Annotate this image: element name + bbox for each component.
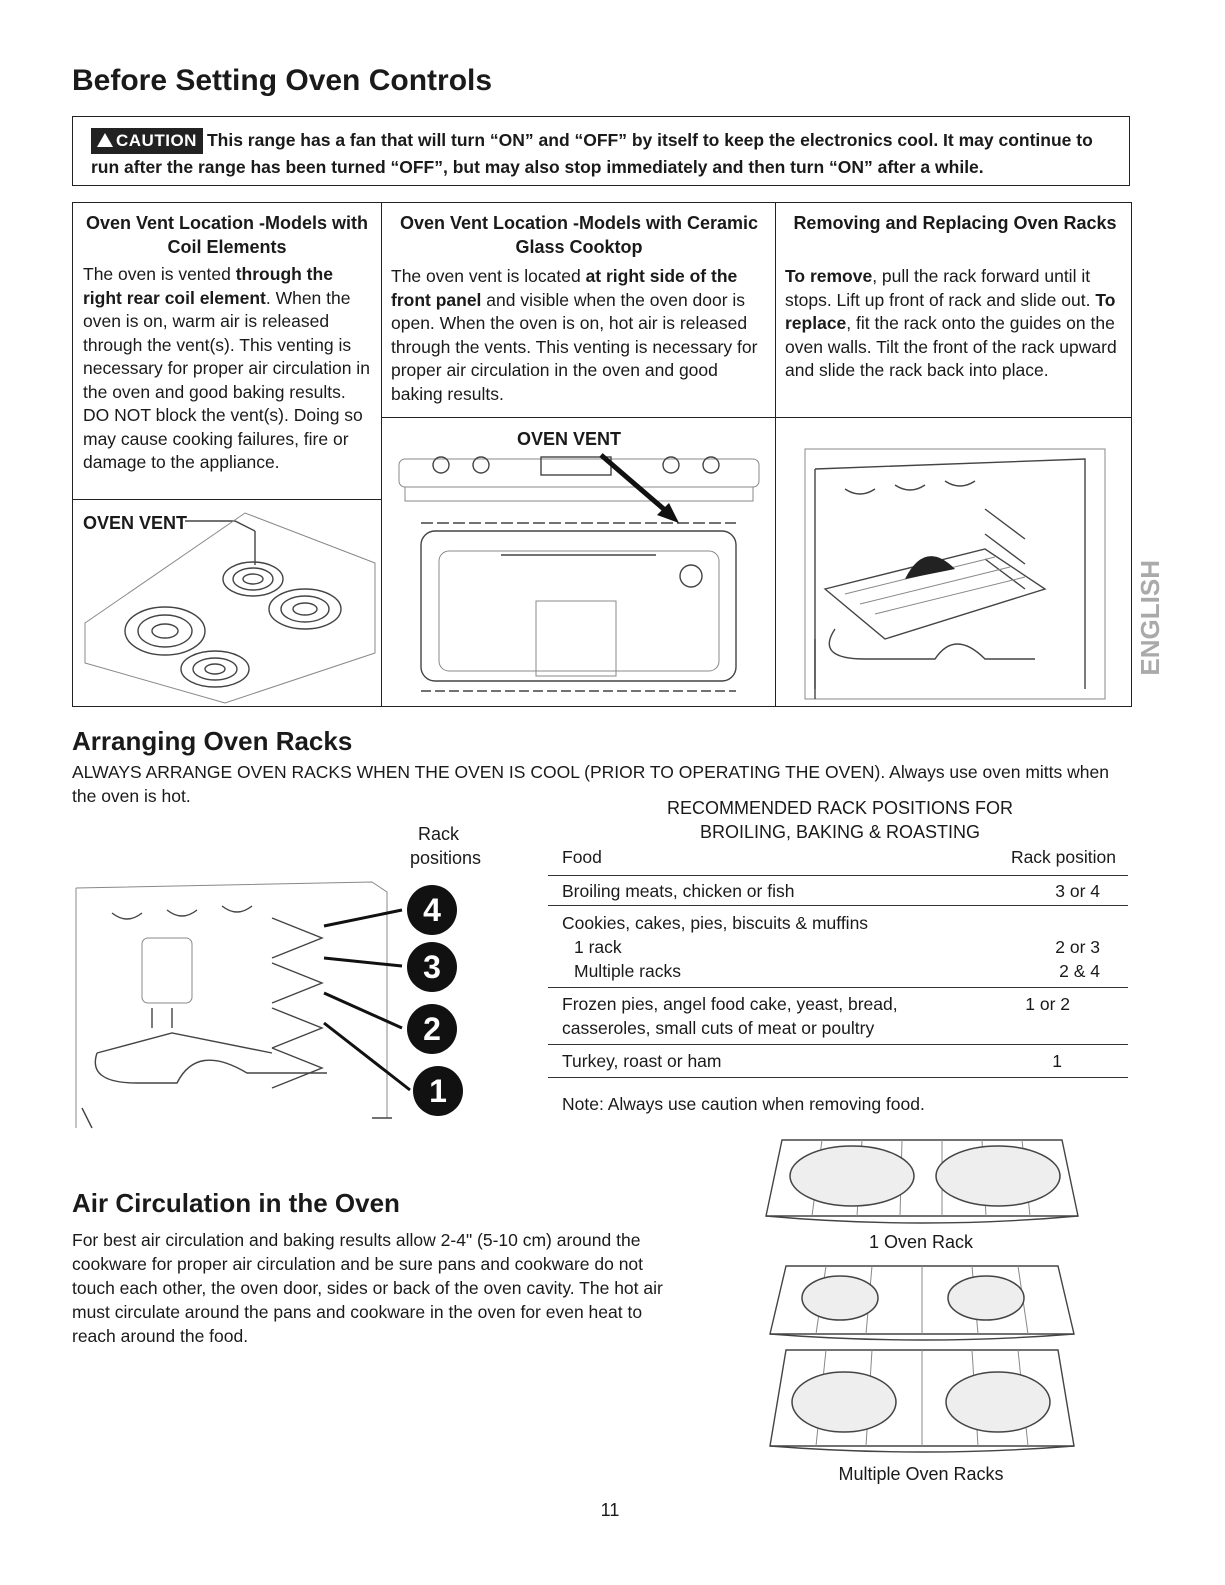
row-food: Frozen pies, angel food cake, yeast, bread, [562,994,898,1014]
caution-text: This range has a fan that will turn “ON” and “OFF” by itself to keep the electronics cool. It may continue to run after the range has been turned “OFF”, but may also stop immediately and then turn “ON” after a while. [91,130,1093,177]
table-rule [548,987,1128,988]
col2-text [391,265,771,406]
replace-bold: To replace [785,289,1116,333]
table-rule [548,1044,1128,1045]
remove-text: , pull the rack forward until it stops. Lift up front of rack and slide out. [785,266,1096,310]
multiple-racks-illustration [762,1262,1080,1462]
rack-positions-label [410,822,481,870]
language-tab [1137,560,1167,676]
caution-box [72,116,1130,186]
rack-table-title-line1: RECOMMENDED RACK POSITIONS FOR [666,798,1014,818]
multiple-racks-caption: Multiple Oven Racks [838,1464,1004,1484]
row-food: casseroles, small cuts of meat or poultry [562,1018,875,1038]
col1-heading: Oven Vent Location -Models with Coil Elements [85,213,369,257]
row-position: 2 & 4 [1059,961,1100,981]
col-position-header: Rack position [1010,847,1116,867]
coil-cooktop-illustration [75,503,379,705]
ceramic-range-illustration [391,451,767,703]
rack-position-2-badge: 2 [407,1004,457,1054]
row-food: Turkey, roast or ham [562,1051,722,1071]
rack-position-1-badge: 1 [413,1066,463,1116]
row-food: Multiple racks [574,961,681,981]
row-position: 3 or 4 [1055,881,1100,901]
col2-text-bold: at right side of the front panel [391,266,738,310]
col1-text-a: The oven is vented [83,264,236,284]
rack-label-line2: positions [410,848,482,868]
row-food: Cookies, cakes, pies, biscuits & muffins [562,913,869,933]
col1-text-bold: through the right rear coil element [83,264,333,308]
one-rack-illustration [762,1136,1080,1228]
rack-table-title [600,796,1080,844]
caution-badge [91,128,203,154]
remove-bold: To remove [785,266,873,286]
row-position: 2 or 3 [1055,937,1100,957]
table-rule [548,905,1128,906]
arranging-intro: ALWAYS ARRANGE OVEN RACKS WHEN THE OVEN IS COOL (PRIOR TO OPERATING THE OVEN). Always use oven mitts when the oven is hot. [72,762,1109,806]
row-food: 1 rack [574,937,622,957]
col2-heading: Oven Vent Location -Models with Ceramic Glass Cooktop [399,213,759,257]
rack-label-line1: Rack [418,824,460,844]
row-position: 1 or 2 [1025,994,1070,1014]
divider [381,417,1131,418]
page-title: Before Setting Oven Controls [72,64,493,97]
table-rule [548,875,1128,876]
one-rack-caption: 1 Oven Rack [868,1232,974,1252]
col-food-header: Food [562,847,602,867]
rack-position-4-badge: 4 [407,885,457,935]
replace-text: , fit the rack onto the guides on the oven walls. Tilt the front of the rack upward and slide the rack back into place. [785,313,1117,380]
coil-vent-label: OVEN VENT [83,513,188,533]
arranging-heading: Arranging Oven Racks [72,726,353,756]
divider [775,203,776,706]
ceramic-vent-label: OVEN VENT [517,429,622,449]
language-tab-label: ENGLISH [1135,560,1165,676]
col1-text-b: . When the oven is on, warm air is released through the vent(s). This venting is necessary for proper air circulation in the oven and good baking results. DO NOT block the vent(s). Doing so may cause cooking failures, fire or damage to the appliance. [83,287,370,472]
air-heading: Air Circulation in the Oven [72,1188,400,1218]
info-grid [72,202,1132,707]
table-rule [548,1077,1128,1078]
rack-removal-illustration [785,439,1129,703]
warning-icon [97,133,113,147]
row-food: Broiling meats, chicken or fish [562,881,795,901]
col3-heading: Removing and Replacing Oven Racks [793,213,1117,233]
col2-text-a: The oven vent is located [391,266,586,286]
col1-text [83,263,375,475]
divider [381,203,382,706]
col3-text [785,265,1129,383]
col2-text-b: and visible when the oven door is open. When the oven is on, hot air is released through the vents. This venting is necessary for proper air circulation in the oven and good baking results. [391,289,758,404]
rack-table-title-line2: BROILING, BAKING & ROASTING [699,822,981,842]
page-number: 11 [600,1500,620,1520]
rack-position-3-badge: 3 [407,942,457,992]
table-note: Note: Always use caution when removing food. [562,1094,925,1114]
divider [73,499,381,500]
air-text: For best air circulation and baking results allow 2-4" (5-10 cm) around the cookware for proper air circulation and be sure pans and cookware do not touch each other, the oven door, sides or back of the oven cavity. The hot air must circulate around the pans and cookware in the oven for even heat to reach around the food. [72,1230,663,1346]
caution-badge-label: CAUTION [116,131,197,150]
row-position: 1 [1052,1051,1062,1071]
